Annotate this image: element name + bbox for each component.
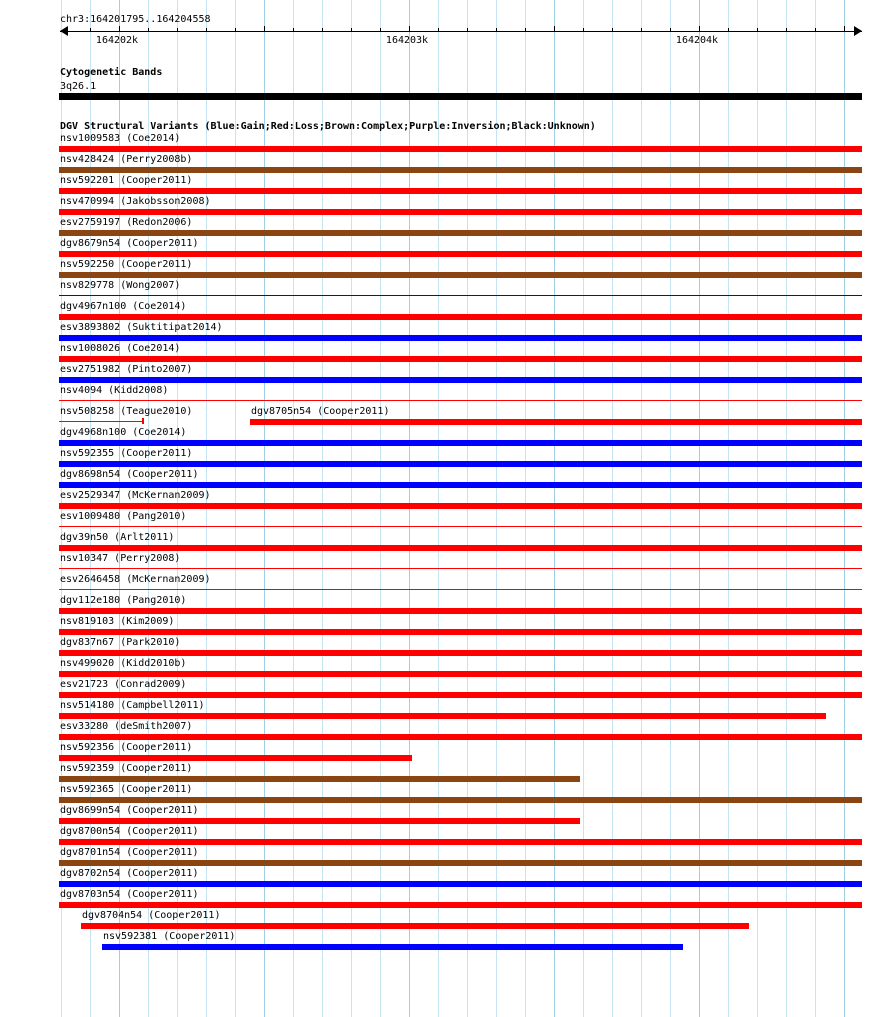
sv-feature-label[interactable]: dgv8698n54 (Cooper2011) (60, 469, 199, 480)
sv-feature-label[interactable]: esv1009480 (Pang2010) (60, 511, 187, 522)
ruler-tick (757, 28, 758, 32)
sv-feature-label[interactable]: nsv1009583 (Coe2014) (60, 133, 181, 144)
ruler-tick (699, 26, 700, 32)
sv-feature-label[interactable]: nsv428424 (Perry2008b) (60, 154, 193, 165)
sv-feature-label[interactable]: esv2529347 (McKernan2009) (60, 490, 211, 501)
sv-feature-label[interactable]: dgv8705n54 (Cooper2011) (251, 406, 390, 417)
sv-feature-bar[interactable] (59, 526, 862, 527)
ruler-tick (119, 26, 120, 32)
ruler-tick (409, 26, 410, 32)
ruler-tick (322, 28, 323, 32)
sv-feature-bar[interactable] (59, 818, 580, 824)
sv-feature-bar[interactable] (59, 167, 862, 173)
ruler-tick (380, 28, 381, 32)
sv-feature-bar[interactable] (59, 482, 862, 488)
sv-feature-bar[interactable] (59, 692, 862, 698)
ruler-tick (90, 28, 91, 32)
sv-feature-label[interactable]: nsv592356 (Cooper2011) (60, 742, 193, 753)
sv-feature-label[interactable]: nsv514180 (Campbell2011) (60, 700, 205, 711)
sv-feature-label[interactable]: dgv4967n100 (Coe2014) (60, 301, 187, 312)
sv-feature-label[interactable]: esv21723 (Conrad2009) (60, 679, 187, 690)
sv-feature-label[interactable]: nsv592250 (Cooper2011) (60, 259, 193, 270)
sv-feature-label[interactable]: dgv8699n54 (Cooper2011) (60, 805, 199, 816)
sv-feature-label[interactable]: dgv8703n54 (Cooper2011) (60, 889, 199, 900)
sv-feature-bar[interactable] (59, 776, 580, 782)
ruler-tick (264, 26, 265, 32)
sv-feature-label[interactable]: nsv499020 (Kidd2010b) (60, 658, 187, 669)
sv-feature-bar[interactable] (59, 608, 862, 614)
sv-feature-label[interactable]: dgv837n67 (Park2010) (60, 637, 181, 648)
sv-feature-label[interactable]: nsv829778 (Wong2007) (60, 280, 181, 291)
sv-feature-bar[interactable] (59, 356, 862, 362)
sv-feature-bar[interactable] (59, 314, 862, 320)
ruler-tick (844, 26, 845, 32)
sv-feature-bar[interactable] (59, 146, 862, 152)
sv-feature-bar[interactable] (59, 295, 862, 296)
ruler-tick (525, 28, 526, 32)
sv-feature-label[interactable]: dgv8700n54 (Cooper2011) (60, 826, 199, 837)
sv-feature-bar[interactable] (59, 230, 862, 236)
sv-feature-bar[interactable] (59, 589, 862, 590)
sv-feature-bar[interactable] (59, 209, 862, 215)
ruler-tick (641, 28, 642, 32)
ruler-tick (612, 28, 613, 32)
sv-feature-bar[interactable] (102, 944, 683, 950)
dgv-track-title[interactable]: DGV Structural Variants (Blue:Gain;Red:Loss;Brown:Complex;Purple:Inversion;Black:Unknown) (60, 121, 596, 132)
sv-feature-bar[interactable] (59, 503, 862, 509)
sv-feature-bar[interactable] (59, 440, 862, 446)
sv-feature-label[interactable]: nsv592381 (Cooper2011) (103, 931, 236, 942)
sv-feature-bar[interactable] (59, 568, 862, 569)
sv-feature-label[interactable]: nsv470994 (Jakobsson2008) (60, 196, 211, 207)
ruler-tick (583, 28, 584, 32)
sv-feature-bar[interactable] (59, 755, 412, 761)
ruler-tick-label: 164202k (95, 35, 139, 46)
sv-feature-bar[interactable] (59, 545, 862, 551)
sv-feature-bar[interactable] (59, 734, 862, 740)
sv-feature-bar[interactable] (59, 421, 143, 422)
ruler-tick (554, 26, 555, 32)
ruler-tick (467, 28, 468, 32)
sv-feature-label[interactable]: dgv4968n100 (Coe2014) (60, 427, 187, 438)
sv-feature-bar[interactable] (59, 650, 862, 656)
sv-feature-bar[interactable] (59, 860, 862, 866)
sv-feature-bar[interactable] (59, 335, 862, 341)
cytoband-label: 3q26.1 (60, 81, 97, 92)
ruler-tick (177, 28, 178, 32)
ruler-tick (815, 28, 816, 32)
sv-feature-bar[interactable] (59, 881, 862, 887)
sv-feature-label[interactable]: dgv112e180 (Pang2010) (60, 595, 187, 606)
ruler-tick (148, 28, 149, 32)
sv-feature-bar[interactable] (59, 188, 862, 194)
ruler-tick (206, 28, 207, 32)
sv-feature-label[interactable]: nsv508258 (Teague2010) (60, 406, 193, 417)
sv-feature-bar[interactable] (59, 797, 862, 803)
sv-feature-bar[interactable] (59, 839, 862, 845)
sv-feature-bar[interactable] (59, 629, 862, 635)
sv-feature-label[interactable]: nsv10347 (Perry2008) (60, 553, 181, 564)
sv-feature-label[interactable]: nsv592355 (Cooper2011) (60, 448, 193, 459)
sv-feature-bar[interactable] (81, 923, 749, 929)
sv-feature-label[interactable]: esv2646458 (McKernan2009) (60, 574, 211, 585)
ruler-tick (293, 28, 294, 32)
sv-feature-label[interactable]: esv3893802 (Suktitipat2014) (60, 322, 223, 333)
sv-feature-bar[interactable] (59, 461, 862, 467)
region-label: chr3:164201795..164204558 (60, 14, 211, 25)
sv-feature-label[interactable]: dgv8701n54 (Cooper2011) (60, 847, 199, 858)
ruler-tick (351, 28, 352, 32)
ruler-tick (438, 28, 439, 32)
sv-feature-bar[interactable] (59, 251, 862, 257)
ruler-tick (235, 28, 236, 32)
sv-feature-bar[interactable] (59, 400, 862, 401)
sv-feature-label[interactable]: dgv8702n54 (Cooper2011) (60, 868, 199, 879)
sv-feature-end-cap (142, 418, 144, 424)
sv-feature-bar[interactable] (59, 713, 826, 719)
sv-feature-label[interactable]: esv33280 (deSmith2007) (60, 721, 193, 732)
sv-feature-label[interactable]: dgv8704n54 (Cooper2011) (82, 910, 221, 921)
ruler-axis (60, 31, 862, 32)
sv-feature-bar[interactable] (59, 272, 862, 278)
sv-feature-label[interactable]: nsv592201 (Cooper2011) (60, 175, 193, 186)
sv-feature-bar[interactable] (250, 419, 862, 425)
scroll-right-arrow-icon[interactable] (854, 26, 862, 36)
sv-feature-label[interactable]: nsv592359 (Cooper2011) (60, 763, 193, 774)
sv-feature-label[interactable]: esv2759197 (Redon2006) (60, 217, 193, 228)
ruler-tick (786, 28, 787, 32)
sv-feature-bar[interactable] (59, 902, 862, 908)
cytoband-track-title[interactable]: Cytogenetic Bands (60, 67, 163, 78)
sv-feature-label[interactable]: nsv1008026 (Coe2014) (60, 343, 181, 354)
cytoband-bar[interactable] (59, 93, 862, 100)
ruler-tick (496, 28, 497, 32)
sv-feature-bar[interactable] (59, 377, 862, 383)
sv-feature-bar[interactable] (59, 671, 862, 677)
ruler-tick (670, 28, 671, 32)
sv-feature-label[interactable]: esv2751982 (Pinto2007) (60, 364, 193, 375)
sv-feature-label[interactable]: nsv819103 (Kim2009) (60, 616, 175, 627)
sv-feature-label[interactable]: dgv39n50 (Arlt2011) (60, 532, 175, 543)
sv-feature-label[interactable]: dgv8679n54 (Cooper2011) (60, 238, 199, 249)
ruler-tick-label: 164204k (675, 35, 719, 46)
sv-feature-label[interactable]: nsv4094 (Kidd2008) (60, 385, 169, 396)
ruler-tick-label: 164203k (385, 35, 429, 46)
ruler-tick (728, 28, 729, 32)
sv-feature-label[interactable]: nsv592365 (Cooper2011) (60, 784, 193, 795)
